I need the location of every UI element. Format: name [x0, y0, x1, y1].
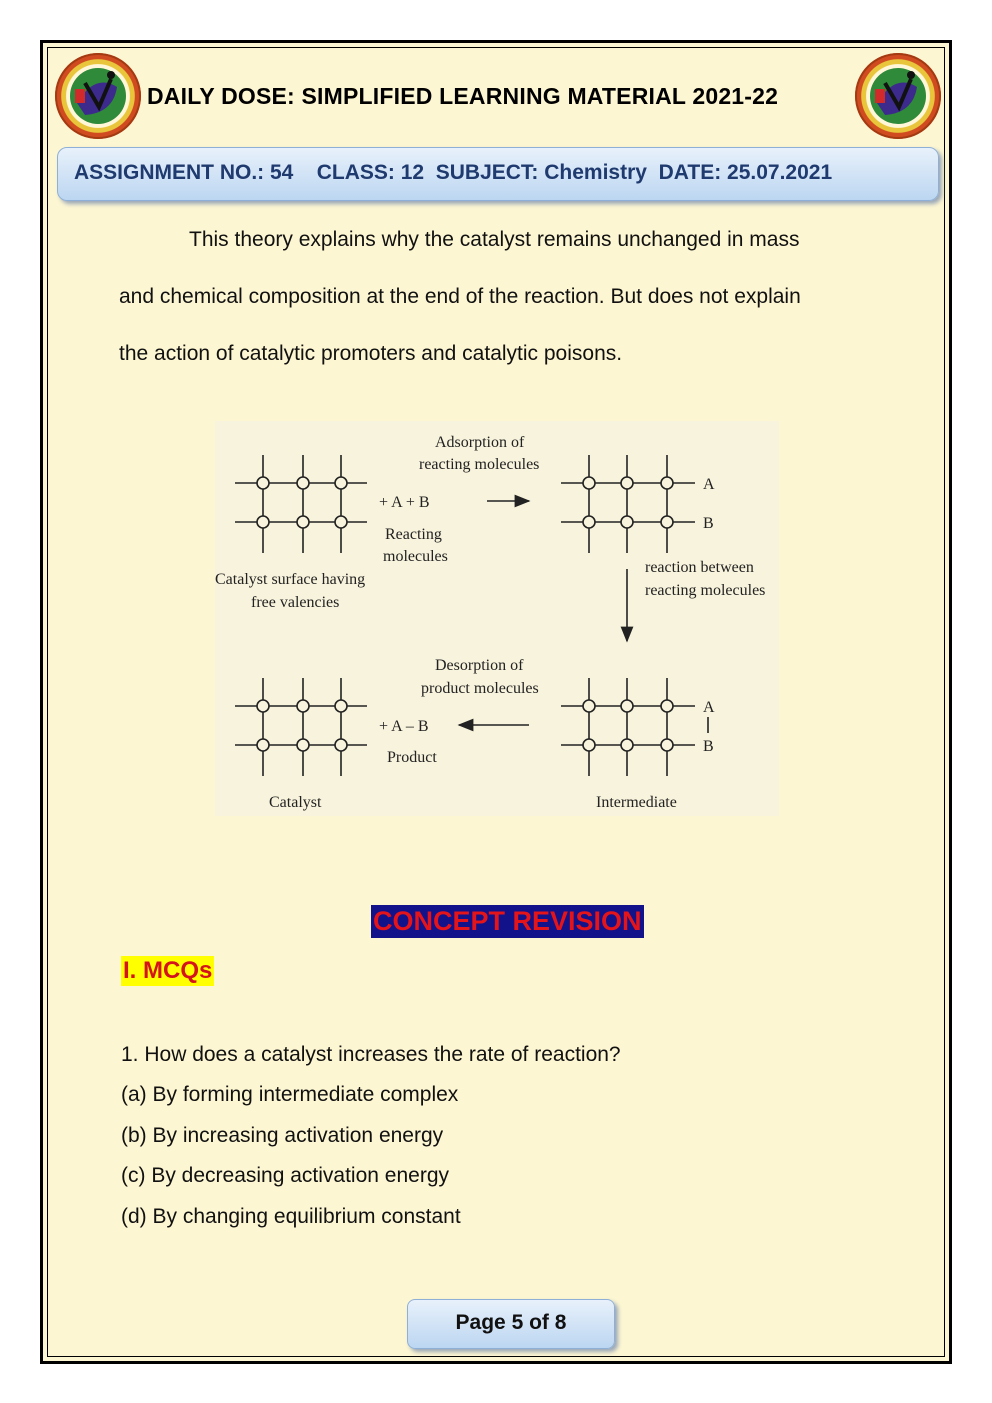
document-page	[40, 40, 952, 1364]
assignment-info: ASSIGNMENT NO.: 54 CLASS: 12 SUBJECT: Chemistry DATE: 25.07.2021	[74, 161, 833, 184]
page-indicator	[407, 1299, 615, 1349]
assignment-banner	[57, 147, 939, 201]
adsorbed-surface-grid	[561, 455, 695, 553]
adsorption-label: Adsorption of	[435, 434, 525, 451]
catalyst-label: Catalyst	[269, 794, 322, 811]
mcq-option: (d) By changing equilibrium constant	[121, 1205, 461, 1228]
surface-label: Catalyst surface having	[215, 571, 366, 588]
adsorption-label: reacting molecules	[419, 456, 540, 473]
school-emblem-icon	[55, 53, 141, 139]
mcq-option: (a) By forming intermediate complex	[121, 1083, 459, 1106]
catalyst-surface-grid	[235, 455, 367, 553]
mcq-question: 1. How does a catalyst increases the rate of reaction?	[121, 1043, 621, 1066]
regenerated-catalyst-grid	[235, 678, 367, 776]
product-formula: + A – B	[379, 718, 429, 735]
atom-a-label: A	[703, 699, 715, 716]
atom-b-label: B	[703, 515, 714, 532]
concept-revision-heading: CONCEPT REVISION	[373, 906, 642, 936]
page-indicator-label: Page 5 of 8	[455, 1311, 567, 1334]
surface-label: free valencies	[251, 594, 340, 611]
paragraph-line: and chemical composition at the end of the reaction. But does not explain	[119, 285, 801, 308]
catalysis-diagram-svg	[215, 421, 779, 816]
intermediate-grid	[561, 678, 708, 776]
catalysis-diagram	[215, 421, 779, 816]
intermediate-label: Intermediate	[596, 794, 677, 811]
desorption-label: Desorption of	[435, 657, 524, 674]
mcq-option: (b) By increasing activation energy	[121, 1124, 444, 1147]
reaction-label: reaction between	[645, 559, 754, 576]
document-title: DAILY DOSE: SIMPLIFIED LEARNING MATERIAL 2021-22	[147, 83, 779, 109]
reaction-label: reacting molecules	[645, 582, 766, 599]
desorption-label: product molecules	[421, 680, 539, 697]
atom-a-label: A	[703, 476, 715, 493]
paragraph-line: the action of catalytic promoters and catalytic poisons.	[119, 342, 623, 365]
atom-b-label: B	[703, 738, 714, 755]
school-emblem-icon	[855, 53, 941, 139]
paragraph-line: This theory explains why the catalyst remains unchanged in mass	[189, 228, 800, 251]
mcq-option: (c) By decreasing activation energy	[121, 1164, 449, 1187]
product-label: Product	[387, 749, 437, 766]
mcq-heading: I. MCQs	[123, 957, 213, 984]
reacting-molecules-label: Reacting	[385, 526, 442, 543]
reacting-molecules-label: molecules	[383, 548, 448, 565]
reactants-label: + A + B	[379, 494, 430, 511]
